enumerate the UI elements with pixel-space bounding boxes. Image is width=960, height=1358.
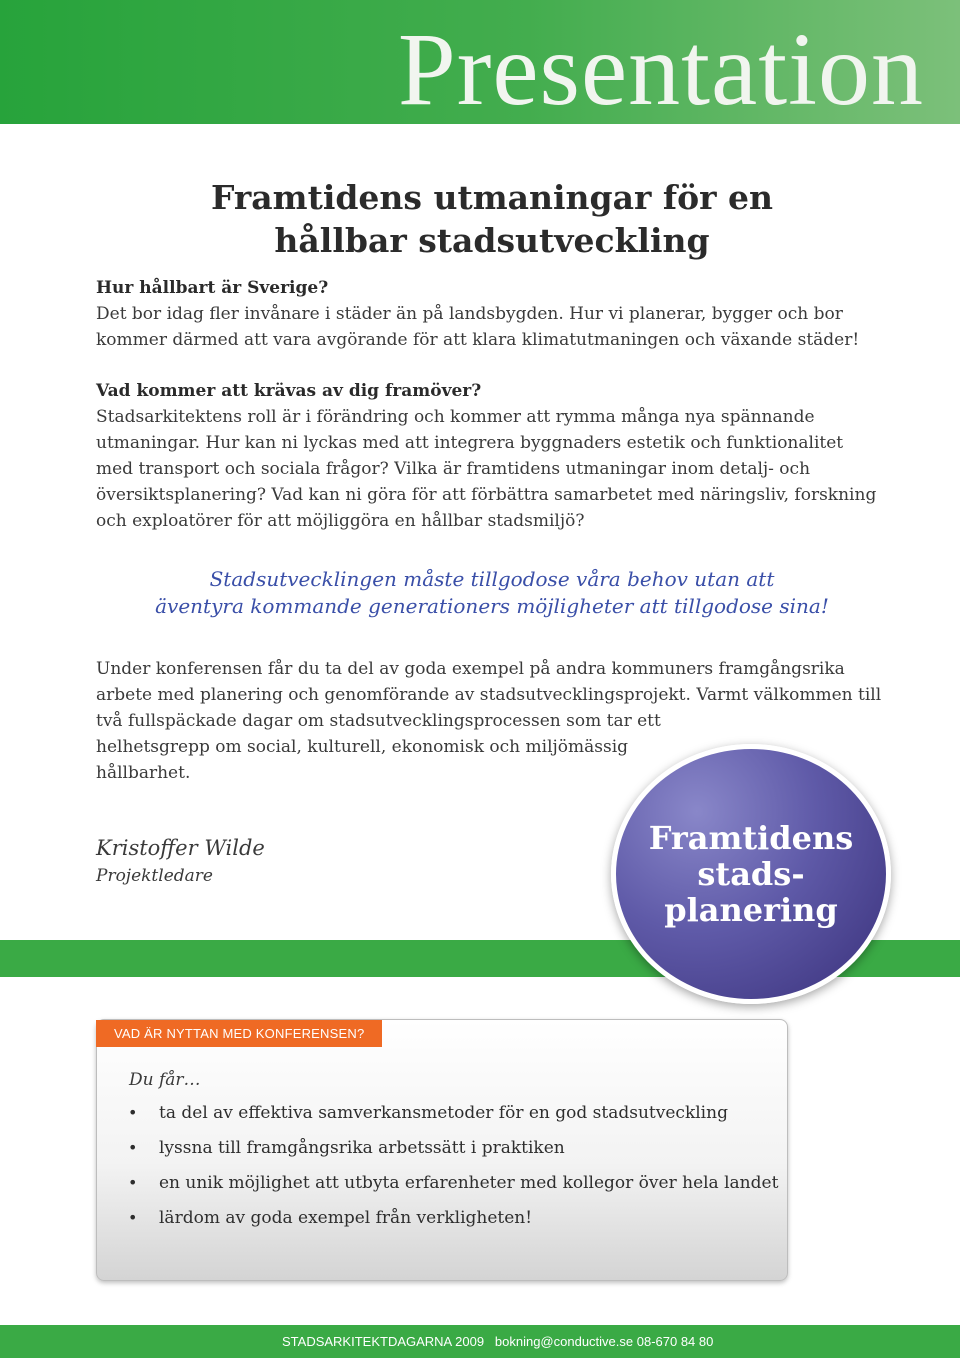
section-sweden-heading: Hur hållbart är Sverige? (96, 278, 329, 298)
section-future-role-line-5: och exploatörer för att möjliggöra en hållbar stadsmiljö? (96, 511, 585, 531)
section-conference-line-2: arbete med planering och genomförande av stadsutvecklingsprojekt. Varmt välkommen till (96, 685, 882, 705)
badge-line-2: stads- (697, 855, 805, 893)
section-conference-line-4: helhetsgrepp om social, kulturell, ekonomisk och miljömässig (96, 737, 629, 757)
signature-name: Kristoffer Wilde (96, 836, 265, 860)
list-item (128, 1168, 778, 1203)
bullet-icon: • (128, 1103, 138, 1122)
badge-line-3: planering (664, 891, 838, 929)
bullet-icon: • (128, 1173, 138, 1192)
signature-role: Projektledare (96, 866, 213, 886)
main-heading-line-2: hållbar stadsutveckling (274, 221, 710, 260)
list-item (128, 1203, 778, 1238)
main-heading (0, 176, 960, 262)
main-heading-line-1: Framtidens utmaningar för en (211, 178, 773, 217)
section-future-role-heading: Vad kommer att krävas av dig framöver? (96, 381, 482, 401)
topic-badge (611, 744, 891, 1004)
section-future-role (96, 378, 886, 534)
bullet-icon: • (128, 1208, 138, 1227)
benefit-text: en unik möjlighet att utbyta erfarenheter med kollegor över hela landet (159, 1173, 779, 1193)
section-future-role-line-1: Stadsarkitektens roll är i förändring och kommer att rymma många nya spännande (96, 407, 815, 427)
quote-line-2: äventyra kommande generationers möjligheter att tillgodose sina! (155, 594, 829, 618)
section-conference-line-1: Under konferensen får du ta del av goda exempel på andra kommuners framgångsrika (96, 659, 845, 679)
quote-line-1: Stadsutvecklingen måste tillgodose våra behov utan att (209, 567, 775, 591)
page-title: Presentation (397, 12, 924, 127)
badge-line-1: Framtidens (648, 819, 854, 857)
section-future-role-line-2: utmaningar. Hur kan ni lyckas med att integrera byggnaders estetik och funktionalitet (96, 433, 844, 453)
benefit-text: ta del av effektiva samverkansmetoder för en god stadsutveckling (159, 1103, 728, 1123)
section-sweden-line-2: kommer därmed att vara avgörande för att klara klimatutmaningen och växande städer! (96, 330, 860, 350)
section-sweden (96, 275, 886, 353)
footer-event: STADSARKITEKTDAGARNA 2009 (282, 1334, 485, 1349)
section-conference-line-3: två fullspäckade dagar om stadsutvecklingsprocessen som tar ett (96, 711, 661, 731)
benefits-list (128, 1098, 778, 1238)
footer-contact: bokning@conductive.se 08-670 84 80 (494, 1334, 714, 1349)
benefits-tab-label: VAD ÄR NYTTAN MED KONFERENSEN? (96, 1020, 382, 1047)
header-band (0, 0, 960, 127)
list-item (128, 1098, 778, 1133)
section-conference-line-5: hållbarhet. (96, 763, 191, 783)
benefits-intro: Du får… (129, 1070, 201, 1090)
section-future-role-line-4: översiktsplanering? Vad kan ni göra för att förbättra samarbetet med näringsliv, forskning (96, 485, 877, 505)
list-item (128, 1133, 778, 1168)
benefit-text: lyssna till framgångsrika arbetssätt i praktiken (159, 1138, 565, 1158)
footer (282, 1333, 713, 1351)
section-future-role-line-3: med transport och sociala frågor? Vilka är framtidens utmaningar inom detalj- och (96, 459, 811, 479)
section-sweden-line-1: Det bor idag fler invånare i städer än på landsbygden. Hur vi planerar, bygger och bor (96, 304, 843, 324)
benefit-text: lärdom av goda exempel från verkligheten! (159, 1208, 533, 1228)
highlight-quote (0, 566, 960, 620)
bullet-icon: • (128, 1138, 138, 1157)
signature (96, 834, 265, 888)
